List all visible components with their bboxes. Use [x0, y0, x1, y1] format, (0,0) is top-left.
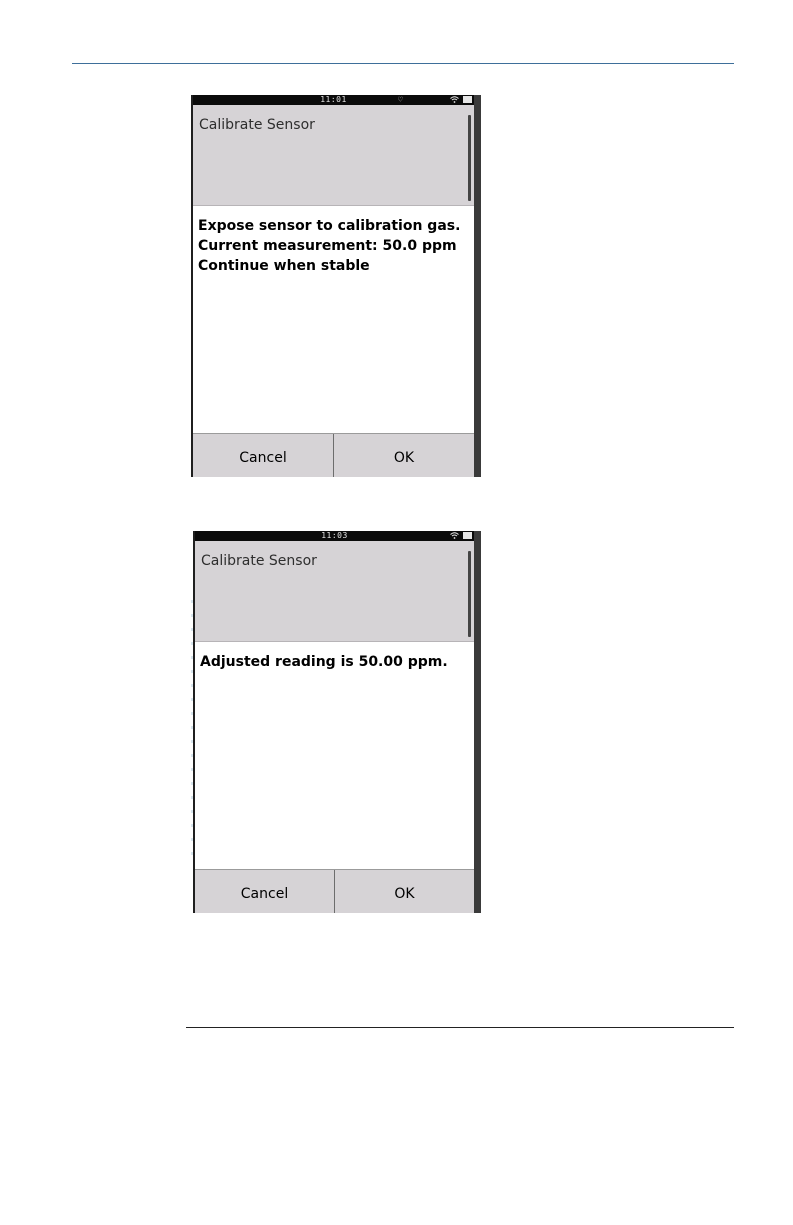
- message-line: Adjusted reading is 50.00 ppm.: [200, 654, 448, 670]
- title-scrollbar[interactable]: [468, 115, 471, 201]
- battery-icon: [463, 96, 472, 103]
- dialog-title-area: [195, 541, 474, 642]
- heart-icon: ♡: [398, 95, 403, 104]
- title-scrollbar[interactable]: [468, 551, 471, 637]
- device-screen-calibrate-expose: [191, 95, 481, 477]
- dialog-button-bar: [193, 434, 474, 477]
- dialog-title-area: [193, 105, 474, 206]
- wifi-icon: [450, 96, 459, 103]
- status-time: 11:01: [320, 95, 347, 104]
- device-bezel: [474, 95, 481, 477]
- wifi-icon: [450, 532, 459, 539]
- status-bar: [193, 95, 474, 105]
- dialog-content: [193, 206, 474, 434]
- status-bar: [195, 531, 474, 541]
- dialog-message: [200, 652, 470, 672]
- footer-rule: [186, 1027, 734, 1028]
- dialog-message: [198, 216, 470, 276]
- message-line: Continue when stable: [198, 258, 370, 274]
- ok-button[interactable]: OK: [334, 434, 474, 477]
- status-time: 11:03: [321, 531, 348, 540]
- status-icons: [450, 532, 472, 539]
- device-screen-calibrate-adjusted: [193, 531, 481, 913]
- device-bezel: [474, 531, 481, 913]
- message-line: Current measurement: 50.0 ppm: [198, 238, 457, 254]
- message-line: Expose sensor to calibration gas.: [198, 218, 461, 234]
- cancel-button[interactable]: Cancel: [195, 870, 335, 913]
- dialog-title: Calibrate Sensor: [201, 553, 317, 569]
- dialog-button-bar: [195, 870, 474, 913]
- battery-icon: [463, 532, 472, 539]
- dialog-content: [195, 642, 474, 870]
- cancel-button[interactable]: Cancel: [193, 434, 334, 477]
- ok-button[interactable]: OK: [335, 870, 474, 913]
- dialog-title: Calibrate Sensor: [199, 117, 315, 133]
- status-icons: [450, 96, 472, 103]
- header-rule: [72, 63, 734, 64]
